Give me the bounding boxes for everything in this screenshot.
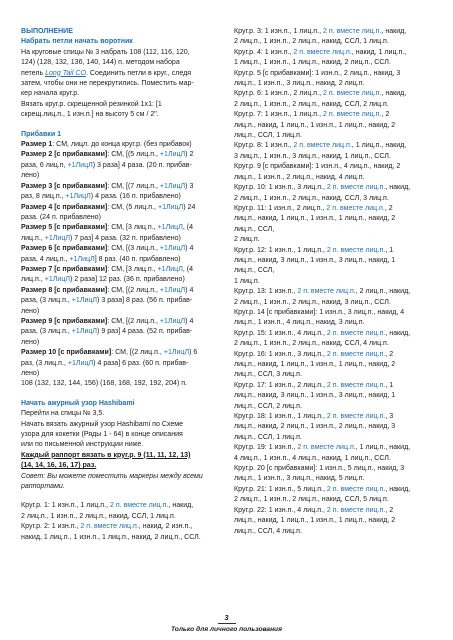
round-line: Круг.р. 1: 1 изн.п., 1 лиц.п., 2 п. вместе лиц.п., накид, — [21, 502, 194, 510]
round-line: 2 лиц.п., 1 изн.п., 2 лиц.п., накид, ССЛ, 4 лиц.п. — [234, 340, 389, 348]
totals-line: 108 (132, 132, 144, 156) (168, 168, 192, 192, 204) п. — [21, 380, 188, 388]
highlighted-stitch: +1ЛицЛ — [67, 359, 94, 367]
round-line: Круг.р. 2: 1 изн.п., 2 п. вместе лиц.п., накид, 2 изн.п., — [21, 523, 193, 531]
cast-on-line: 124) (128, 132, 136, 140, 144) п. методом набора — [21, 59, 180, 67]
round-line: Круг.р. 12: 1 изн.п., 1 лиц.п., 2 п. вместе лиц.п., 1 — [234, 246, 394, 254]
size-line: лено) — [21, 172, 40, 180]
cast-on-heading: Набрать петли начать воротник — [21, 38, 133, 46]
rib-line: скрещ.лиц.п., 1 изн.п.] на высоту 5 см / 2". — [21, 111, 159, 119]
size-label: Размер 6 [с прибавками] — [21, 245, 108, 253]
highlighted-stitch: 2 п. вместе лиц.п. — [326, 184, 386, 192]
highlighted-stitch: +1ЛицЛ — [159, 182, 186, 190]
round-line: Круг.р. 15: 1 изн.п., 4 лиц.п., 2 п. вместе лиц.п., накид, — [234, 329, 411, 337]
cast-on-post-link: . Соединить петли в круг., следя — [85, 69, 192, 77]
size-line: раз, 8 лиц.п., +1ЛицЛ) 4 раза. (16 п. прибавлено) — [21, 193, 181, 201]
highlighted-stitch: +1ЛицЛ — [67, 161, 93, 169]
size-line: раз, (3 лиц.п., +1ЛицЛ) 4 раза] 6 раз. (60 п. прибав- — [21, 359, 189, 367]
highlighted-stitch: 2 п. вместе лиц.п. — [326, 204, 385, 212]
right-column — [234, 27, 438, 537]
footer-divider — [218, 623, 236, 624]
size-label: Размер 3 [с прибавками] — [21, 182, 108, 190]
tip-line: Совет: Вы можете поместить маркеры между всеми — [21, 472, 203, 480]
size-line: лено) — [21, 338, 40, 346]
highlighted-stitch: 2 п. вместе лиц.п. — [323, 28, 382, 35]
highlighted-stitch: 2 п. вместе лиц.п. — [326, 506, 386, 514]
size-line: лиц.п., +1ЛицЛ) 2 раза] 12 раз. (36 п. прибавлено) — [21, 276, 185, 284]
lace-heading: Начать ажурный узор Hashibami — [21, 399, 135, 407]
round-line: Круг.р. 14 [с прибавками]: 1 изн.п., 3 лиц.п., накид, 4 — [234, 308, 405, 316]
highlighted-stitch: 2 п. вместе лиц.п. — [326, 350, 386, 358]
round-line: Круг.р. 8: 1 изн.п., 2 п. вместе лиц.п., 1 лиц.п., накид, — [234, 142, 407, 150]
cast-on-line: На круговые спицы № 3 набрать 108 (112, 116, 120, — [21, 48, 190, 56]
highlighted-stitch: +1ЛицЛ — [159, 286, 186, 294]
lace-line: узора для кокетки (Ряды 1 - 64) в конце описания — [21, 431, 183, 439]
highlighted-stitch: 2 п. вместе лиц.п. — [323, 111, 382, 119]
footer-note: Только для личного пользования — [171, 626, 282, 633]
repeat-line: (14, 14, 16, 16, 17) раз. — [21, 462, 97, 470]
size-line: раза, 4 лиц.п., +1ЛицЛ] 8 раз. (40 п. прибавлено) — [21, 255, 181, 263]
round-line: Круг.р. 16: 1 изн.п., 3 лиц.п., 2 п. вместе лиц.п., 2 — [234, 350, 394, 358]
round-line: лиц.п., накид, 1 лиц.п., 1 изн.п., 1 лиц.п., накид, 2 — [234, 121, 396, 129]
size-line: Размер 2 [с прибавками]: СМ, [(5 лиц.п., +1ЛицЛ) 2 — [21, 151, 194, 159]
size-line: Размер 10 [с прибавками]: СМ, [(2 лиц.п., +1ЛицЛ) 6 — [21, 349, 198, 357]
size-line: Размер 8 [с прибавками]: СМ, [(2 лиц.п., +1ЛицЛ) 4 — [21, 286, 194, 294]
round-line: Круг.р. 19: 1 изн.п., 2 п. вместе лиц.п., 1 лиц.п., накид, — [234, 444, 411, 452]
round-line: 2 лиц.п., 1 изн.п., 2 лиц.п., накид, ССЛ, 2 лиц.п. — [234, 100, 389, 108]
size-line: лиц.п., +1ЛицЛ) 7 раз] 4 раза. (32 п. прибавлено) — [21, 234, 181, 242]
section-title: ВЫПОЛНЕНИЕ — [21, 28, 73, 35]
size-line: раза, (3 лиц.п., +1ЛицЛ) 3 раза] 8 раз. (56 п. прибав- — [21, 297, 193, 305]
size-line: лено) — [21, 307, 40, 315]
round-line: Круг.р. 10: 1 изн.п., 3 лиц.п., 2 п. вместе лиц.п., накид, — [234, 184, 411, 192]
highlighted-stitch: +1ЛицЛ — [69, 255, 95, 263]
round-line: 2 лиц.п., 1 изн.п., 2 лиц.п., накид, 3 лиц.п., ССЛ. — [234, 298, 391, 306]
size-line: Размер 7 [с прибавками]: СМ, [3 лиц.п., +1ЛицЛ, (4 — [21, 265, 194, 273]
highlighted-stitch: +1ЛицЛ — [163, 349, 190, 357]
highlighted-stitch: 2 п. вместе лиц.п. — [323, 90, 382, 98]
size-line: раза, 6 лиц.п, +1ЛицЛ) 3 раза] 4 раза. (20 п. прибав- — [21, 161, 192, 169]
round-line: лиц.п., ССЛ, 4 лиц.п. — [234, 527, 302, 535]
highlighted-stitch: 2 п. вместе лиц.п. — [326, 246, 386, 254]
size-label: Размер 5 [с прибавками] — [21, 224, 108, 232]
size-line: Размер 5 [с прибавками]: СМ, [3 лиц.п., +1ЛицЛ, (4 — [21, 224, 194, 232]
highlighted-stitch: 2 п. вместе лиц.п. — [297, 288, 356, 296]
round-line: лиц.п., 1 изн.п., 2 лиц.п., накид, 4 лиц.п. — [234, 173, 365, 181]
highlighted-stitch: 2 п. вместе лиц.п. — [326, 381, 386, 389]
size-label: Размер 1 — [21, 141, 53, 149]
rib-line: Вязать круг.р. скрещенной резинкой 1х1: [1 — [21, 100, 162, 108]
highlighted-stitch: 2 п. вместе лиц.п. — [110, 502, 169, 510]
round-line: Круг.р. 18: 1 изн.п., 1 лиц.п., 2 п. вместе лиц.п., 3 — [234, 413, 394, 421]
size-line: Размер 1: СМ, лицл. до конца круг.р. (без прибавок) — [21, 141, 192, 149]
round-line: Круг.р. 4: 1 изн.п., 2 п. вместе лиц.п., накид, 1 лиц.п., — [234, 48, 407, 56]
round-line: лиц.п., 1 изн.п., 3 лиц.п., накид, 2 лиц.п. — [234, 80, 365, 88]
round-line: 2 лиц.п., 1 изн.п., 2 лиц.п., накид, ССЛ, 3 лиц.п. — [234, 194, 389, 202]
cast-on-line-with-link — [21, 69, 222, 79]
round-line: 2 лиц.п., 1 изн.п., 2 лиц.п., накид, ССЛ, 1 лиц.п. — [234, 38, 389, 46]
round-line: Круг.р. 22: 1 изн.п., 4 лиц.п., 2 п. вместе лиц.п., 2 — [234, 506, 394, 514]
size-line: раза. (24 п. прибавлено) — [21, 213, 101, 221]
size-label: Размер 8 [с прибавками] — [21, 286, 108, 294]
left-column — [21, 27, 222, 543]
size-label: Размер 10 [с прибавками] — [21, 349, 112, 357]
size-line: лено) — [21, 370, 40, 377]
increases-heading: Прибавки 1 — [21, 130, 62, 138]
round-line: лиц.п., ССЛ, — [234, 225, 275, 233]
highlighted-stitch: +1ЛицЛ — [159, 151, 186, 159]
highlighted-stitch: 2 п. вместе лиц.п. — [326, 485, 386, 493]
round-line: Круг.р. 3: 1 изн.п., 1 лиц.п., 2 п. вместе лиц.п., накид, — [234, 28, 407, 35]
size-list — [21, 140, 222, 379]
highlighted-stitch: 2 п. вместе лиц.п. — [80, 523, 139, 531]
cast-on-line: затем, чтобы они не перекрутились. Поместить мар- — [21, 80, 194, 88]
round-line: лиц.п., накид, 3 лиц.п., 1 изн.п., 3 лиц.п., накид, 1 — [234, 392, 396, 400]
round-line: 2 лиц.п. — [234, 236, 260, 244]
highlighted-stitch: +1ЛицЛ — [44, 276, 70, 284]
size-line: Размер 6 [с прибавками]: СМ, [(3 лиц.п., +1ЛицЛ) 4 — [21, 245, 194, 253]
lace-line: или по письменной инструкции ниже. — [21, 441, 144, 449]
round-line: Круг.р. 20 [с прибавками]: 1 изн.п., 5 лиц.п., накид, 3 — [234, 465, 405, 473]
highlighted-stitch: 2 п. вместе лиц.п. — [293, 142, 352, 150]
round-line: лиц.п., накид, 3 лиц.п., 1 изн.п., 3 лиц.п., накид, 1 — [234, 256, 396, 264]
round-line: лиц.п., накид, 1 лиц.п., 1 изн.п., 1 лиц.п., накид, 2 — [234, 215, 396, 223]
highlighted-stitch: +1ЛицЛ — [71, 328, 98, 336]
round-line: лиц.п., ССЛ, 3 лиц.п. — [234, 371, 302, 379]
round-line: Круг.р. 5 [с прибавками]: 1 изн.п., 2 лиц.п., накид, 3 — [234, 69, 401, 77]
size-label: Размер 7 [с прибавками] — [21, 265, 108, 273]
round-line: лиц.п., накид, 1 лиц.п., 1 изн.п., 1 лиц.п., накид, 2 — [234, 517, 396, 525]
highlighted-stitch: 2 п. вместе лиц.п. — [326, 413, 386, 421]
size-label: Размер 4 [с прибавками] — [21, 203, 108, 211]
cast-on-pre-link: петель — [21, 69, 46, 77]
round-line: лиц.п., ССЛ, 1 лиц.п. — [234, 433, 302, 441]
highlighted-stitch: +1ЛицЛ — [159, 245, 186, 253]
size-label: Размер 9 [с прибавками] — [21, 317, 108, 325]
round-line: 4 лиц.п., 1 изн.п., 4 лиц.п., накид, 1 лиц.п., ССЛ. — [234, 454, 391, 462]
size-label: Размер 2 [с прибавками] — [21, 151, 108, 159]
round-line: 2 лиц.п., 1 изн.п., 2 лиц.п., накид, ССЛ, 1 лиц.п. — [21, 512, 176, 520]
round-line: Круг.р. 9 [с прибавками]: 1 изн.п., 4 лиц.п., накид, 2 — [234, 163, 401, 171]
lace-line: Начать вязать ажурный узор Hashibami по Схеме — [21, 420, 184, 428]
highlighted-stitch: 2 п. вместе лиц.п. — [326, 329, 386, 337]
highlighted-stitch: +1ЛицЛ — [157, 224, 183, 232]
round-line: 2 лиц.п., 1 изн.п., 2 лиц.п., накид, ССЛ, 5 лиц.п. — [234, 496, 389, 504]
highlighted-stitch: +1ЛицЛ — [157, 203, 184, 211]
lace-line: Перейти на спицы № 3,5. — [21, 410, 105, 418]
round-line: Круг.р. 11: 1 изн.п., 2 лиц.п., 2 п. вместе лиц.п., 2 — [234, 204, 393, 212]
round-line: Круг.р. 21: 1 изн.п., 5 лиц.п., 2 п. вместе лиц.п., накид, — [234, 485, 411, 493]
highlighted-stitch: +1ЛицЛ — [65, 193, 91, 201]
round-line: 3 лиц.п., 1 изн.п., 3 лиц.п., накид, 1 лиц.п., ССЛ. — [234, 152, 391, 160]
round-line: лиц.п., накид, 1 лиц.п., 1 изн.п., 1 лиц.п., накид, 2 — [234, 361, 396, 368]
tip-line: раппортами. — [21, 483, 65, 491]
round-line: лиц.п., ССЛ, — [234, 267, 275, 275]
repeat-line: Каждый раппорт вязать в круг.р. 9 (11, 11, 12, 13) — [21, 451, 191, 459]
round-line: накид, 1 лиц.п., 1 изн.п., 1 лиц.п., накид, 2 лиц.п., ССЛ. — [21, 533, 201, 541]
size-line: Размер 4 [с прибавками]: СМ, (5 лиц.п., +1ЛицЛ) 24 — [21, 203, 196, 211]
page-number: 3 — [224, 613, 229, 622]
round-line: Круг.р. 6: 1 изн.п., 2 лиц.п., 2 п. вместе лиц.п., накид, — [234, 90, 407, 98]
highlighted-stitch: +1ЛицЛ — [157, 265, 183, 273]
highlighted-stitch: +1ЛицЛ — [71, 297, 98, 305]
round-line: 1 лиц.п. — [234, 277, 260, 285]
highlighted-stitch: +1ЛицЛ — [159, 317, 186, 325]
round-line: лиц.п., накид, 2 лиц.п., 1 изн.п., 2 лиц.п., накид, 3 — [234, 423, 396, 431]
round-line: лиц.п., 1 изн.п., 3 лиц.п., накид, 5 лиц.п. — [234, 475, 365, 483]
size-line: Размер 3 [с прибавками]: СМ, [(7 лиц.п., +1ЛицЛ) 3 — [21, 182, 194, 190]
round-line: лиц.п., ССЛ, 1 лиц.п. — [234, 132, 302, 140]
long-tail-co-link[interactable]: Long Tail CO — [45, 69, 86, 77]
round-line: лиц.п., ССЛ, 2 лиц.п. — [234, 402, 302, 410]
highlighted-stitch: +1ЛицЛ — [44, 234, 70, 242]
highlighted-stitch: 2 п. вместе лиц.п. — [297, 444, 356, 452]
cast-on-line: кер начала круг.р. — [21, 90, 80, 98]
left-rounds — [21, 501, 222, 543]
size-line: раза, (3 лиц.п., +1ЛицЛ) 9 раз] 4 раза. (52 п. прибав- — [21, 328, 193, 336]
highlighted-stitch: 2 п. вместе лиц.п. — [293, 48, 352, 56]
round-line: лиц.п., 1 изн.п., 4 лиц.п., накид, 3 лиц.п. — [234, 319, 365, 327]
round-line: Круг.р. 13: 1 изн.п., 2 п. вместе лиц.п., 2 лиц.п., накид, — [234, 288, 411, 296]
size-line: Размер 9 [с прибавками]: СМ, [(2 лиц.п., +1ЛицЛ) 4 — [21, 317, 194, 325]
round-line: Круг.р. 7: 1 изн.п., 1 лиц.п., 2 п. вместе лиц.п., 2 — [234, 111, 390, 119]
round-line: 1 лиц.п., 1 изн.п., 1 лиц.п., накид, 2 лиц.п., ССЛ. — [234, 59, 391, 67]
round-line: Круг.р. 17: 1 изн.п., 2 лиц.п., 2 п. вместе лиц.п., 1 — [234, 381, 394, 389]
